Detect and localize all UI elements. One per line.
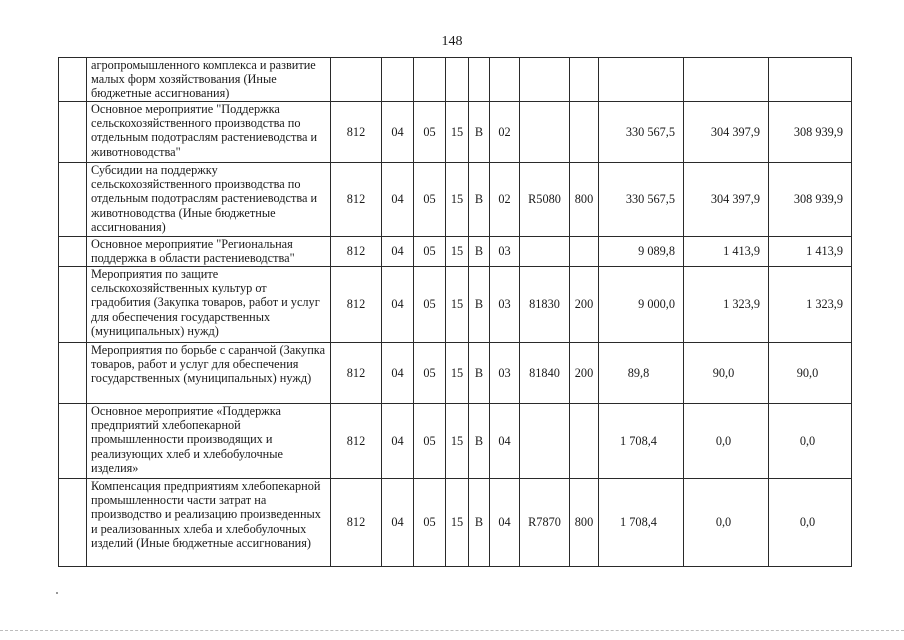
name-cell: агропромышленного комплекса и развитие малых форм хозяйствования (Иные бюджетные ассигнования) <box>87 58 331 102</box>
event-cell: 03 <box>490 343 520 404</box>
index-cell <box>59 479 87 567</box>
section-cell: 04 <box>382 237 414 267</box>
section-cell: 04 <box>382 102 414 163</box>
year1-cell: 330 567,5 <box>599 102 684 163</box>
year1-cell: 330 567,5 <box>599 163 684 237</box>
expense-type-cell: 800 <box>570 163 599 237</box>
program-cell: 15 <box>446 404 469 479</box>
year2-cell: 304 397,9 <box>684 163 769 237</box>
year3-cell: 0,0 <box>769 479 852 567</box>
year2-cell: 1 323,9 <box>684 267 769 343</box>
table-row <box>59 237 852 267</box>
table-row <box>59 102 852 163</box>
event-cell: 03 <box>490 267 520 343</box>
event-cell: 03 <box>490 237 520 267</box>
year3-cell: 1 413,9 <box>769 237 852 267</box>
subprogram-cell <box>469 58 490 102</box>
subsection-cell: 05 <box>414 102 446 163</box>
ministry-cell: 812 <box>331 343 382 404</box>
index-cell <box>59 163 87 237</box>
direction-cell: R5080 <box>520 163 570 237</box>
year1-cell <box>599 58 684 102</box>
section-cell: 04 <box>382 479 414 567</box>
program-cell: 15 <box>446 479 469 567</box>
ministry-cell: 812 <box>331 267 382 343</box>
ministry-cell: 812 <box>331 102 382 163</box>
table-row <box>59 479 852 567</box>
program-cell: 15 <box>446 267 469 343</box>
event-cell <box>490 58 520 102</box>
direction-cell <box>520 102 570 163</box>
subprogram-cell: В <box>469 404 490 479</box>
program-cell: 15 <box>446 237 469 267</box>
direction-cell: 81840 <box>520 343 570 404</box>
table-row <box>59 404 852 479</box>
section-cell: 04 <box>382 267 414 343</box>
index-cell <box>59 237 87 267</box>
subsection-cell <box>414 58 446 102</box>
expense-type-cell <box>570 237 599 267</box>
expense-type-cell: 800 <box>570 479 599 567</box>
event-cell: 04 <box>490 404 520 479</box>
name-cell: Субсидии на поддержку сельскохозяйственного производства по отдельным подотраслям растениеводства и животноводства (Иные бюджетные ассигнования) <box>87 163 331 237</box>
subprogram-cell: В <box>469 343 490 404</box>
index-cell <box>59 58 87 102</box>
event-cell: 02 <box>490 163 520 237</box>
direction-cell <box>520 237 570 267</box>
subprogram-cell: В <box>469 267 490 343</box>
budget-table <box>58 57 852 567</box>
table-row <box>59 58 852 102</box>
subsection-cell: 05 <box>414 479 446 567</box>
year3-cell: 1 323,9 <box>769 267 852 343</box>
subprogram-cell: В <box>469 237 490 267</box>
year2-cell: 304 397,9 <box>684 102 769 163</box>
subsection-cell: 05 <box>414 237 446 267</box>
index-cell <box>59 404 87 479</box>
program-cell: 15 <box>446 163 469 237</box>
direction-cell: 81830 <box>520 267 570 343</box>
scan-edge-line <box>0 630 904 631</box>
subsection-cell: 05 <box>414 404 446 479</box>
expense-type-cell <box>570 404 599 479</box>
scan-speck <box>56 592 58 594</box>
name-cell: Компенсация предприятиям хлебопекарной промышленности части затрат на производство и реализацию произведенных и реализованных хлеба и хлебобулочных изделий (Иные бюджетные ассигнования) <box>87 479 331 567</box>
expense-type-cell <box>570 58 599 102</box>
name-cell: Основное мероприятие "Поддержка сельскохозяйственного производства по отдельным подотраслям растениеводства и животноводства" <box>87 102 331 163</box>
subsection-cell: 05 <box>414 267 446 343</box>
subsection-cell: 05 <box>414 343 446 404</box>
direction-cell: R7870 <box>520 479 570 567</box>
ministry-cell <box>331 58 382 102</box>
year2-cell: 0,0 <box>684 404 769 479</box>
section-cell: 04 <box>382 404 414 479</box>
section-cell: 04 <box>382 163 414 237</box>
year1-cell: 1 708,4 <box>599 479 684 567</box>
year3-cell: 90,0 <box>769 343 852 404</box>
table-row <box>59 163 852 237</box>
page-number: 148 <box>441 34 463 49</box>
index-cell <box>59 267 87 343</box>
ministry-cell: 812 <box>331 479 382 567</box>
ministry-cell: 812 <box>331 404 382 479</box>
program-cell <box>446 58 469 102</box>
year3-cell <box>769 58 852 102</box>
year1-cell: 9 089,8 <box>599 237 684 267</box>
index-cell <box>59 343 87 404</box>
subsection-cell: 05 <box>414 163 446 237</box>
ministry-cell: 812 <box>331 237 382 267</box>
subprogram-cell: В <box>469 479 490 567</box>
year2-cell <box>684 58 769 102</box>
table-row <box>59 343 852 404</box>
index-cell <box>59 102 87 163</box>
name-cell: Мероприятия по борьбе с саранчой (Закупка товаров, работ и услуг для обеспечения государственных (муниципальных) нужд) <box>87 343 331 404</box>
year2-cell: 0,0 <box>684 479 769 567</box>
expense-type-cell <box>570 102 599 163</box>
year1-cell: 9 000,0 <box>599 267 684 343</box>
year1-cell: 89,8 <box>599 343 684 404</box>
program-cell: 15 <box>446 343 469 404</box>
table-body <box>59 58 852 567</box>
direction-cell <box>520 404 570 479</box>
year3-cell: 308 939,9 <box>769 102 852 163</box>
year2-cell: 90,0 <box>684 343 769 404</box>
year3-cell: 0,0 <box>769 404 852 479</box>
event-cell: 02 <box>490 102 520 163</box>
direction-cell <box>520 58 570 102</box>
subprogram-cell: В <box>469 163 490 237</box>
section-cell: 04 <box>382 343 414 404</box>
section-cell <box>382 58 414 102</box>
event-cell: 04 <box>490 479 520 567</box>
year1-cell: 1 708,4 <box>599 404 684 479</box>
subprogram-cell: В <box>469 102 490 163</box>
expense-type-cell: 200 <box>570 267 599 343</box>
expense-type-cell: 200 <box>570 343 599 404</box>
name-cell: Основное мероприятие "Региональная поддержка в области растениеводства" <box>87 237 331 267</box>
year3-cell: 308 939,9 <box>769 163 852 237</box>
year2-cell: 1 413,9 <box>684 237 769 267</box>
name-cell: Основное мероприятие «Поддержка предприятий хлебопекарной промышленности производящих и реализующих хлеб и хлебобулочные изделия» <box>87 404 331 479</box>
name-cell: Мероприятия по защите сельскохозяйственных культур от градобития (Закупка товаров, работ и услуг для обеспечения государственных (муниципальных) нужд) <box>87 267 331 343</box>
ministry-cell: 812 <box>331 163 382 237</box>
table-row <box>59 267 852 343</box>
program-cell: 15 <box>446 102 469 163</box>
